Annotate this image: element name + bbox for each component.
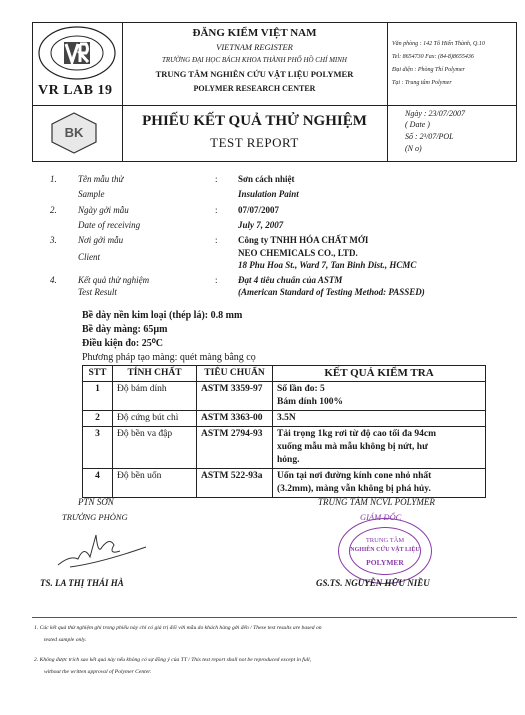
field-num: 3. [50,235,57,245]
field-colon: : [215,235,218,245]
header-stt: STT [83,366,113,382]
left-signature-scribble [50,525,150,575]
report-date: Ngày : 23/07/2007 [405,109,465,118]
field-value: Đạt 4 tiêu chuẩn của ASTM [238,275,343,285]
cell-standard: ASTM 522-93a [197,469,273,498]
field-value: Sơn cách nhiệt [238,174,295,184]
report-title-vn: PHIẾU KẾT QUẢ THỬ NGHIỆM [142,113,367,129]
field-value-en: Insulation Paint [238,189,299,199]
center-name-en: POLYMER RESEARCH CENTER [193,84,316,93]
result-line: Số lần đo: 5 [277,384,325,394]
vietnam-register-logo [36,24,118,82]
result-line: 3.5N [277,413,296,423]
cell-result [273,411,486,427]
footer-note-1b: tested sample only. [44,637,87,643]
cell-result [273,382,486,411]
left-signer-title: TRƯỞNG PHÒNG [62,512,128,522]
table-header-row [83,366,486,382]
field-value-company: NEO CHEMICALS CO., LTD. [238,248,358,258]
result-line: xuống mẫu mà mẫu không bị nứt, hư [277,442,428,452]
vr-lab-label: VR LAB 19 [38,83,113,98]
footer-divider [32,617,517,618]
stamp-line-3: POLYMER [366,558,404,567]
table-row [83,469,486,498]
condition-method: Phương pháp tạo màng: quét màng bằng cọ [82,352,256,363]
field-colon: : [215,174,218,184]
header-divider-v2 [387,22,388,162]
footer-note-2: 2. Không được trích sao kết quả này nếu không có sự đồng ý của TT / This test report shall not be reproduced except in full, [34,657,312,663]
result-line: Tải trọng 1kg rơi từ độ cao tối đa 94cm [277,429,436,439]
table-row [83,382,486,411]
report-date-en: ( Date ) [405,120,430,129]
contact-rep: Đại diện : Phòng Thí Polymer [392,67,465,73]
cell-stt: 1 [83,382,113,411]
field-colon: : [215,205,218,215]
field-value-en: (American Standard of Testing Method: PASSED) [238,287,425,297]
field-value-address: 18 Phu Hoa St., Ward 7, Tan Binh Dist., HCMC [238,260,417,270]
cell-standard: ASTM 3363-00 [197,411,273,427]
field-label-vn: Tên mẫu thử [78,174,124,184]
report-number-en: (N o) [405,144,422,153]
header-standard: TIÊU CHUẨN [197,366,273,382]
report-number: Số : 2³/07/POL [405,132,454,141]
left-signer-name: TS. LA THỊ THÁI HÀ [40,578,124,588]
bk-logo [50,112,98,154]
cell-result [273,469,486,498]
results-table [82,365,486,498]
contact-tai: Tại : Trung tâm Polymer [392,80,452,86]
field-label-en: Sample [78,189,105,199]
result-line: Bám dính 100% [277,397,343,407]
cell-stt: 4 [83,469,113,498]
field-value-en: July 7, 2007 [238,220,284,230]
report-title-en: TEST REPORT [210,135,299,150]
field-num: 2. [50,205,57,215]
field-label-en: Client [78,252,100,262]
field-label-vn: Ngày gởi mẫu [78,205,129,215]
cell-property: Độ bám dính [113,382,197,411]
contact-tel: Tel: 8654730 Fax: (84-8)8655436 [392,54,474,60]
field-num: 1. [50,174,57,184]
center-name-vn: TRUNG TÂM NGHIÊN CỨU VẬT LIỆU POLYMER [155,69,354,79]
result-line: hỏng. [277,455,300,465]
header-divider-h [32,105,517,106]
footer-note-2b: without the written approval of Polymer Center. [44,669,152,675]
stamp-line-2: NGHIÊN CỨU VẬT LIỆU [350,547,420,553]
cell-standard: ASTM 2794-93 [197,427,273,469]
cell-standard: ASTM 3359-97 [197,382,273,411]
table-row [83,411,486,427]
field-label-vn: Kết quả thử nghiệm [78,275,150,285]
footer-note-1: 1. Các kết quả thử nghiệm ghi trong phiếu này chỉ có giá trị đối với mẫu do khách hàng gởi đến / These test results are based on [34,625,322,631]
cell-property: Độ bền va đập [113,427,197,469]
cell-stt: 3 [83,427,113,469]
header-result: KẾT QUẢ KIỂM TRA [273,366,486,382]
cell-property: Độ bền uốn [113,469,197,498]
field-label-vn: Nơi gởi mẫu [78,235,124,245]
right-signer-org: TRUNG TÂM NCVL POLYMER [318,497,435,507]
cell-property: Độ cứng bút chì [113,411,197,427]
field-value: 07/07/2007 [238,205,280,215]
org-name-en: VIETNAM REGISTER [216,42,293,52]
condition-substrate: Bề dày nền kim loại (thép lá): 0.8 mm [82,310,243,321]
official-stamp [338,518,432,584]
stamp-line-1: TRUNG TÂM [365,537,405,544]
cell-stt: 2 [83,411,113,427]
table-row [83,427,486,469]
field-num: 4. [50,275,57,285]
left-signer-dept: PTN SƠN [78,497,114,507]
field-label-en: Test Result [78,287,117,297]
field-label-en: Date of receiving [78,220,141,230]
bk-logo-text: BK [64,125,84,140]
condition-film-thickness: Bề dày màng: 65µm [82,324,168,335]
result-line: (3.2mm), màng vẫn không bị phá hủy. [277,484,431,494]
right-signer-title: GIÁM ĐỐC [360,512,402,522]
field-value: Công ty TNHH HÓA CHẤT MỚI [238,235,369,245]
header-property: TÍNH CHẤT [113,366,197,382]
result-line: Uốn tại nơi đường kính cone nhỏ nhất [277,471,432,481]
org-name-vn: ĐĂNG KIỂM VIỆT NAM [192,27,317,39]
cell-result [273,427,486,469]
condition-temperature: Điều kiện đo: 25⁰C [82,338,163,349]
field-colon: : [215,275,218,285]
right-signer-name: GS.TS. NGUYỄN HỮU NIỀU [316,578,430,588]
university-name: TRƯỜNG ĐẠI HỌC BÁCH KHOA THÀNH PHỐ HỒ CHÍ MINH [161,56,347,64]
contact-office: Văn phòng : 142 Tô Hiến Thành, Q.10 [392,41,485,47]
